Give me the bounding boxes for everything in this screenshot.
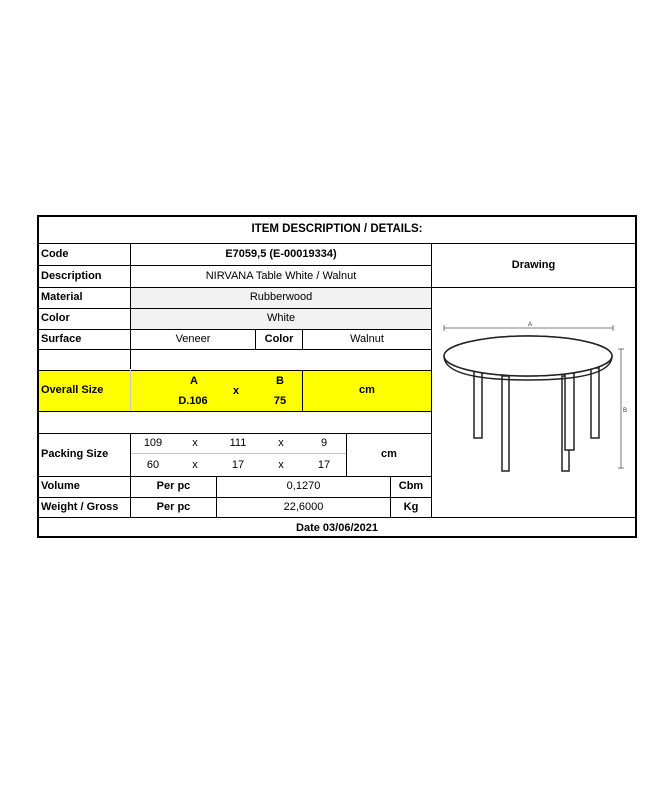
dimension-a-label: A	[528, 322, 533, 328]
overall-size-b-value: 75	[273, 394, 287, 407]
overall-size-a-value: D.106	[178, 394, 208, 407]
overall-size-col-b: B	[276, 374, 284, 387]
item-details-sheet	[37, 215, 637, 538]
overall-size-col-a: A	[190, 374, 198, 387]
packing-size-unit: cm	[381, 448, 397, 460]
overall-size-times: x	[232, 384, 240, 397]
color-label: Color	[41, 312, 70, 324]
packing-r2-c5: 17	[317, 458, 331, 471]
weight-label: Weight / Gross	[41, 500, 119, 513]
packing-r1-c2: x	[192, 436, 198, 449]
weight-unit: Kg	[403, 500, 419, 513]
sheet-title: ITEM DESCRIPTION / DETAILS:	[251, 223, 423, 236]
table-drawing	[432, 288, 635, 517]
footer-date: Date 03/06/2021	[296, 521, 378, 534]
dimension-b-label: B	[623, 408, 628, 414]
surface-color-value: Walnut	[350, 332, 384, 345]
weight-per: Per pc	[156, 500, 191, 513]
material-value: Rubberwood	[249, 291, 313, 303]
surface-value: Veneer	[175, 332, 211, 345]
description-value: NIRVANA Table White / Walnut	[205, 269, 357, 282]
table-legs	[474, 368, 599, 471]
volume-value: 0,1270	[286, 480, 321, 492]
weight-value: 22,6000	[283, 500, 324, 513]
packing-size-label: Packing Size	[41, 448, 109, 460]
packing-r1-c5: 9	[320, 436, 328, 449]
overall-size-unit: cm	[359, 384, 375, 396]
volume-unit: Cbm	[398, 480, 424, 492]
drawing-title: Drawing	[511, 258, 556, 271]
description-label: Description	[41, 269, 102, 282]
code-label: Code	[41, 247, 69, 260]
overall-size-label: Overall Size	[41, 384, 104, 396]
volume-label: Volume	[41, 480, 80, 492]
surface-label: Surface	[41, 332, 82, 345]
packing-r1-c3: 111	[229, 436, 247, 449]
packing-r2-c4: x	[278, 458, 284, 471]
material-label: Material	[41, 291, 83, 303]
volume-per: Per pc	[156, 480, 191, 492]
code-value: E7059,5 (E-00019334)	[225, 247, 337, 260]
packing-r2-c2: x	[192, 458, 198, 471]
surface-color-label: Color	[264, 332, 294, 345]
packing-r1-c4: x	[278, 436, 284, 449]
packing-r2-c1: 60	[146, 458, 160, 471]
packing-r1-c1: 109	[143, 436, 163, 449]
packing-r2-c3: 17	[231, 458, 245, 471]
color-value: White	[266, 312, 296, 324]
